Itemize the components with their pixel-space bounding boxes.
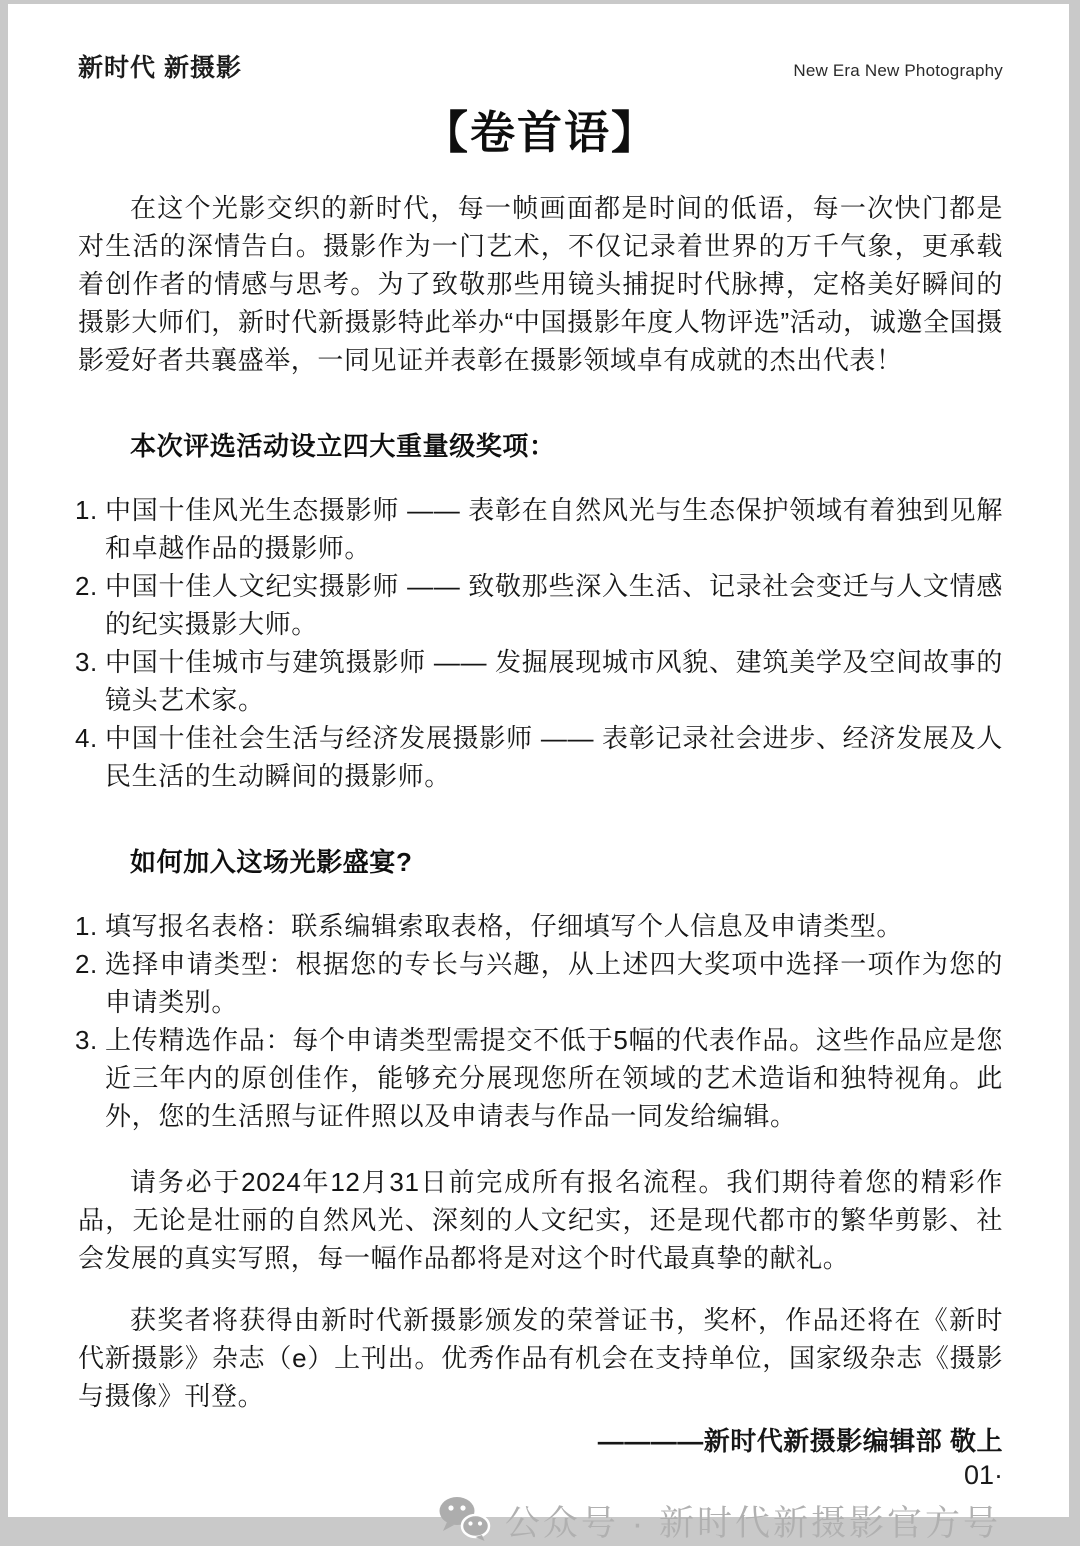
list-item-text: 中国十佳城市与建筑摄影师 —— 发掘展现城市风貌、建筑美学及空间故事的镜头艺术家。 (105, 643, 1003, 719)
page-title: 【卷首语】 (78, 96, 1003, 161)
list-number: 4. (75, 719, 105, 757)
awards-list (75, 491, 1003, 795)
award-list-item (75, 719, 1003, 795)
award-list-item (75, 491, 1003, 567)
list-number: 2. (75, 567, 105, 605)
deadline-paragraph: 请务必于2024年12月31日前完成所有报名流程。我们期待着您的精彩作品，无论是壮丽的自然风光、深刻的人文纪实，还是现代都市的繁华剪影、社会发展的真实写照，每一幅作品都将是对这个时代最真挚的献礼。 (78, 1163, 1003, 1277)
list-item-text: 中国十佳人文纪实摄影师 —— 致敬那些深入生活、记录社会变迁与人文情感的纪实摄影大师。 (105, 567, 1003, 643)
intro-paragraph: 在这个光影交织的新时代，每一帧画面都是时间的低语，每一次快门都是对生活的深情告白。摄影作为一门艺术，不仅记录着世界的万千气象，更承载着创作者的情感与思考。为了致敬那些用镜头捕捉时代脉搏，定格美好瞬间的摄影大师们，新时代新摄影特此举办“中国摄影年度人物评选”活动，诚邀全国摄影爱好者共襄盛举，一同见证并表彰在摄影领域卓有成就的杰出代表！ (78, 189, 1003, 379)
honor-paragraph: 获奖者将获得由新时代新摄影颁发的荣誉证书，奖杯，作品还将在《新时代新摄影》杂志（e）上刊出。优秀作品有机会在支持单位，国家级杂志《摄影与摄像》刊登。 (78, 1301, 1003, 1415)
list-item-text: 中国十佳风光生态摄影师 —— 表彰在自然风光与生态保护领域有着独到见解和卓越作品的摄影师。 (105, 491, 1003, 567)
list-number: 1. (75, 491, 105, 529)
list-number: 2. (75, 945, 105, 983)
watermark-text: 公众号 · 新时代新摄影官方号 (505, 1496, 1001, 1546)
step-list-item (75, 1021, 1003, 1135)
list-item-text: 上传精选作品：每个申请类型需提交不低于5幅的代表作品。这些作品应是您近三年内的原创佳作，能够充分展现您所在领域的艺术造诣和独特视角。此外，您的生活照与证件照以及申请表与作品一同发给编辑。 (105, 1021, 1003, 1135)
step-list-item (75, 945, 1003, 1021)
page-header (78, 48, 1003, 84)
watermark (78, 1495, 1003, 1546)
editorial-signature: ————新时代新摄影编辑部 敬上 (78, 1423, 1003, 1459)
step-list-item (75, 907, 1003, 945)
brand-logo-zh: 新时代 新摄影 (78, 48, 242, 84)
list-item-text: 填写报名表格：联系编辑索取表格，仔细填写个人信息及申请类型。 (105, 907, 1003, 945)
awards-heading: 本次评选活动设立四大重量级奖项： (130, 427, 1003, 465)
list-item-text: 选择申请类型：根据您的专长与兴趣，从上述四大奖项中选择一项作为您的申请类别。 (105, 945, 1003, 1021)
document-page (8, 4, 1069, 1517)
list-number: 3. (75, 1021, 105, 1059)
award-list-item (75, 567, 1003, 643)
list-number: 1. (75, 907, 105, 945)
brand-logo-en: New Era New Photography (793, 61, 1003, 81)
list-number: 3. (75, 643, 105, 681)
page-number: 01· (78, 1459, 1003, 1491)
award-list-item (75, 643, 1003, 719)
steps-list (75, 907, 1003, 1135)
list-item-text: 中国十佳社会生活与经济发展摄影师 —— 表彰记录社会进步、经济发展及人民生活的生动瞬间的摄影师。 (105, 719, 1003, 795)
how-to-join-heading: 如何加入这场光影盛宴? (130, 843, 1003, 881)
wechat-icon (437, 1495, 491, 1546)
